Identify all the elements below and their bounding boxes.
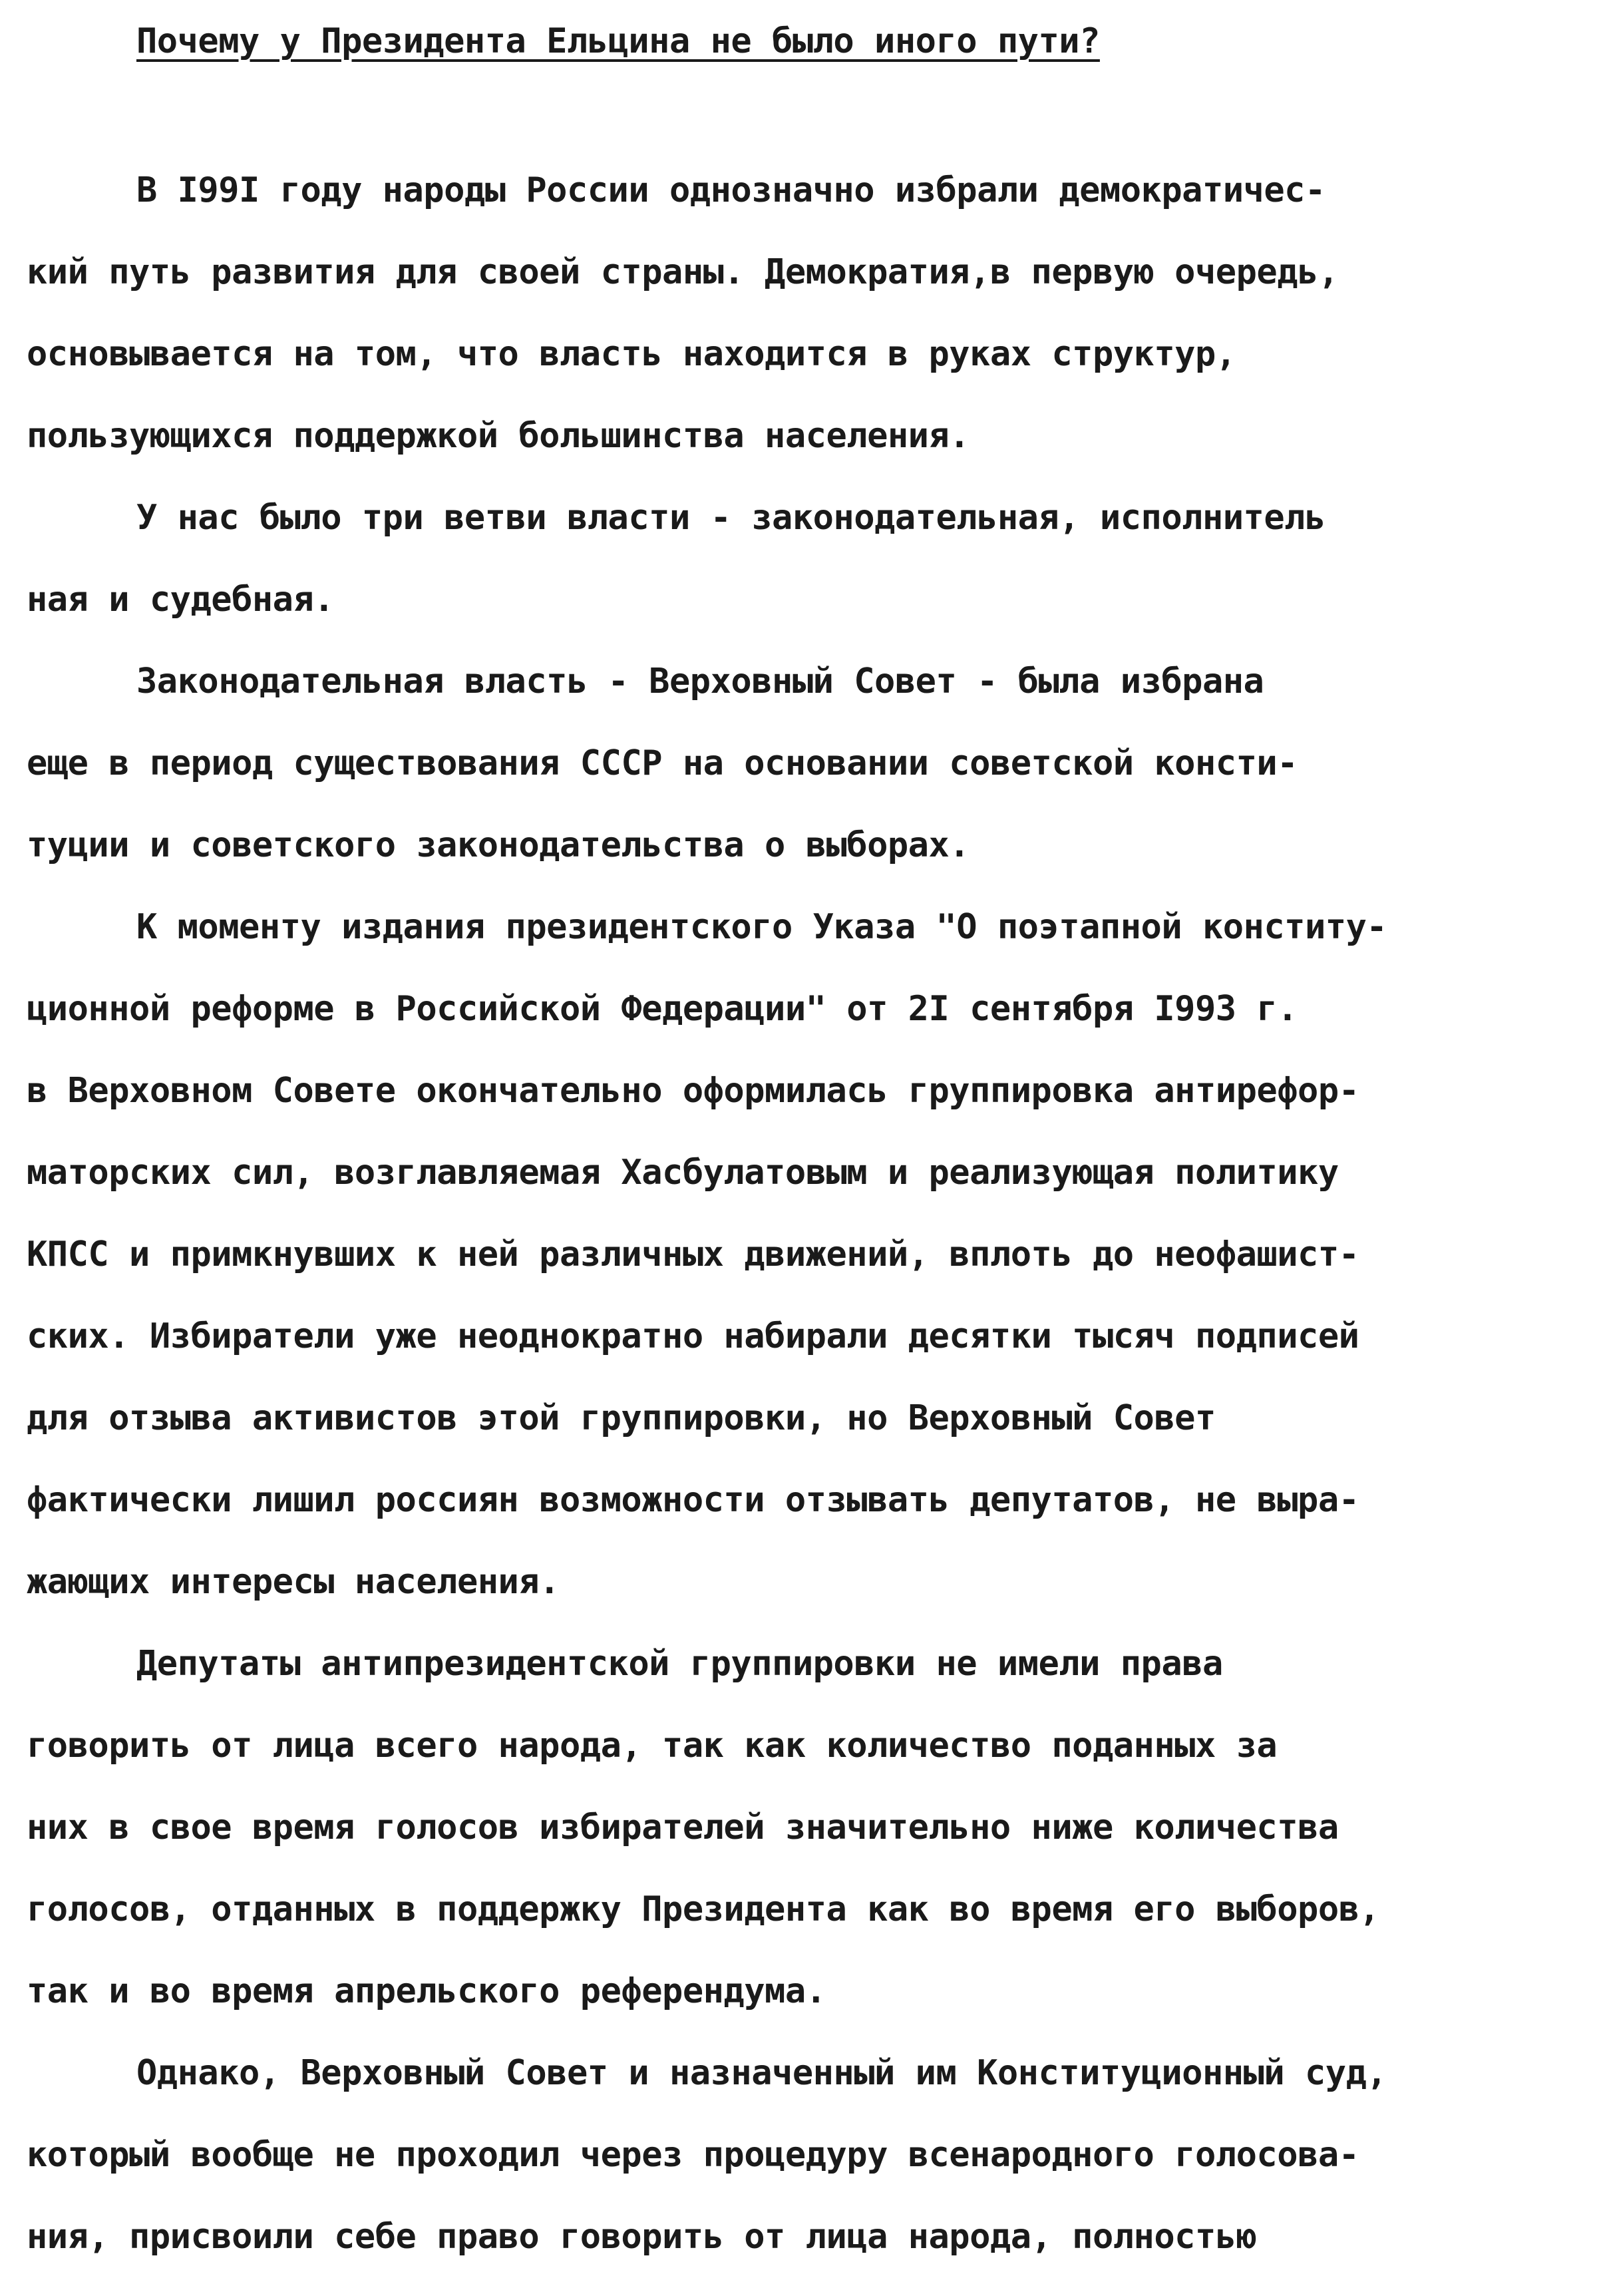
text-line: основывается на том, что власть находится в руках структур, — [27, 334, 1236, 374]
text-line: так и во время апрельского референдума. — [27, 1971, 826, 2011]
text-line: ная и судебная. — [27, 580, 335, 620]
text-line: КПСС и примкнувших к ней различных движений, вплоть до неофашист- — [27, 1235, 1359, 1274]
text-line: для отзыва активистов этой группировки, но Верховный Совет — [27, 1398, 1216, 1438]
text-line: Депутаты антипрезидентской группировки не имели права — [136, 1644, 1223, 1684]
text-line: пользующихся поддержкой большинства населения. — [27, 416, 970, 456]
text-line: маторских сил, возглавляемая Хасбулатовым и реализующая политику — [27, 1153, 1339, 1193]
text-line: У нас было три ветви власти - законодательная, исполнитель — [136, 498, 1326, 538]
text-line: ских. Избиратели уже неоднократно набирали десятки тысяч подписей — [27, 1316, 1359, 1356]
text-line: них в свое время голосов избирателей значительно ниже количества — [27, 1808, 1339, 1847]
text-line: К моменту издания президентского Указа "О поэтапной конститу- — [136, 907, 1387, 947]
text-line: говорить от лица всего народа, так как количество поданных за — [27, 1726, 1278, 1766]
text-line: в Верховном Совете окончательно оформилась группировка антирефор- — [27, 1071, 1359, 1111]
document-title: Почему у Президента Ельцина не было иного пути? — [136, 21, 1100, 61]
text-line: фактически лишил россиян возможности отзывать депутатов, не выра- — [27, 1480, 1359, 1520]
text-line: Законодательная власть - Верховный Совет - была избрана — [136, 662, 1264, 701]
text-line: который вообще не проходил через процедуру всенародного голосова- — [27, 2135, 1359, 2175]
text-line: Однако, Верховный Совет и назначенный им Конституционный суд, — [136, 2053, 1387, 2093]
text-line: ния, присвоили себе право говорить от лица народа, полностью — [27, 2217, 1257, 2257]
text-line: ционной реформе в Российской Федерации" от 2I сентября I993 г. — [27, 989, 1298, 1029]
text-line: кий путь развития для своей страны. Демократия,в первую очередь, — [27, 252, 1339, 292]
text-line: голосов, отданных в поддержку Президента как во время его выборов, — [27, 1889, 1380, 1929]
text-line: туции и советского законодательства о выборах. — [27, 825, 970, 865]
text-line: еще в период существования СССР на основании советской консти- — [27, 743, 1298, 783]
text-line: жающих интересы населения. — [27, 1562, 560, 1602]
text-line: В I99I году народы России однозначно избрали демократичес- — [136, 170, 1326, 210]
